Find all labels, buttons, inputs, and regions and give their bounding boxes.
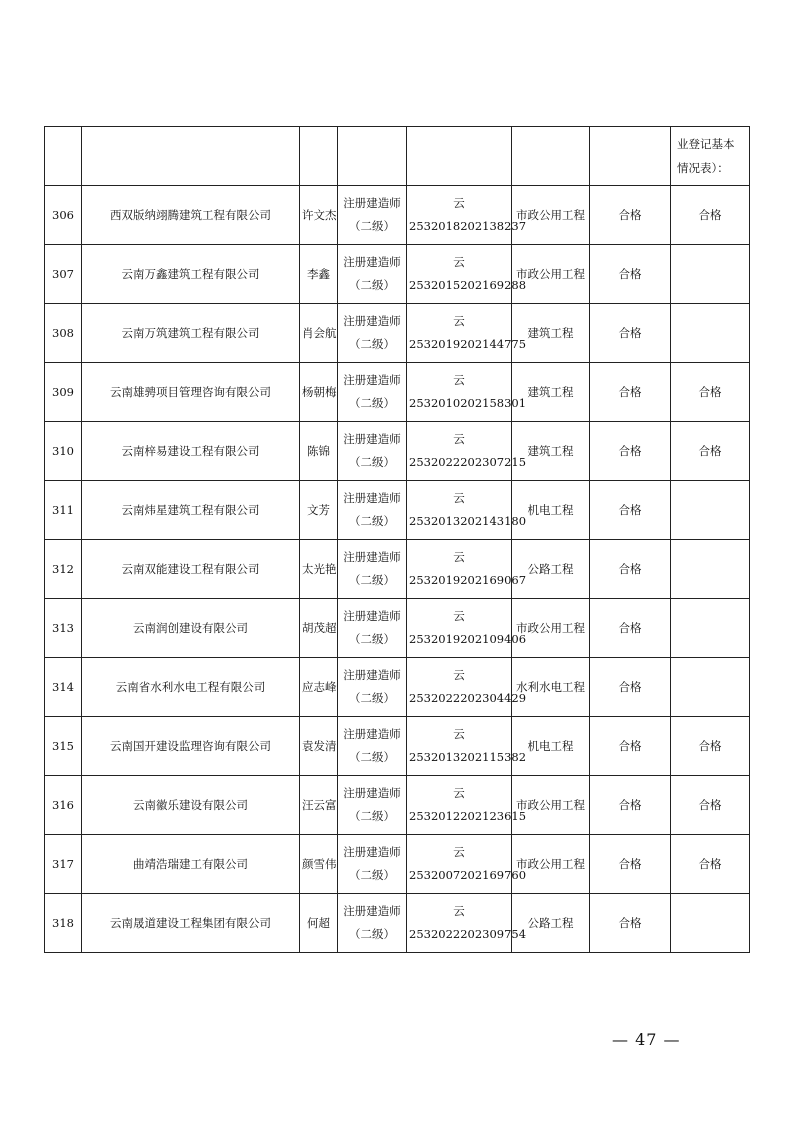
company-cell: 云南徽乐建设有限公司	[82, 776, 300, 835]
registration-number-line-1: 云	[453, 373, 465, 387]
registration-number-line-1: 云	[453, 845, 465, 859]
certificate-type-cell	[338, 186, 407, 245]
company-cell: 曲靖浩瑞建工有限公司	[82, 835, 300, 894]
second-result-cell: 合格	[671, 363, 750, 422]
second-result-cell: 合格	[671, 717, 750, 776]
specialty-cell: 市政公用工程	[512, 835, 590, 894]
row-number-cell: 314	[45, 658, 82, 717]
row-number-cell: 308	[45, 304, 82, 363]
result-cell: 合格	[590, 363, 671, 422]
certificate-type-line-1: 注册建造师	[343, 845, 401, 859]
second-result-cell: 合格	[671, 186, 750, 245]
registration-number-line-2: 2532013202115382	[409, 750, 527, 764]
certificate-type-cell	[338, 599, 407, 658]
certificate-type-line-2: （二级）	[349, 573, 395, 587]
certificate-type-cell	[338, 422, 407, 481]
second-result-cell	[671, 245, 750, 304]
certificate-type-cell	[338, 717, 407, 776]
row-number-cell: 316	[45, 776, 82, 835]
registration-number-cell	[407, 245, 527, 304]
certificate-type-line-1: 注册建造师	[343, 904, 401, 918]
row-number-cell: 306	[45, 186, 82, 245]
registration-number-line-1: 云	[453, 491, 465, 505]
certificate-type-line-1: 注册建造师	[343, 727, 401, 741]
certificate-type-cell	[338, 540, 407, 599]
row-number-cell: 313	[45, 599, 82, 658]
certificate-type-cell	[338, 658, 407, 717]
result-cell: 合格	[590, 599, 671, 658]
result-cell: 合格	[590, 422, 671, 481]
registration-number-line-1: 云	[453, 432, 465, 446]
certificate-type-line-2: （二级）	[349, 691, 395, 705]
result-cell: 合格	[590, 658, 671, 717]
row-number-cell: 318	[45, 894, 82, 953]
registration-number-line-2: 2532019202144775	[409, 337, 527, 351]
registration-number-cell	[407, 540, 527, 599]
registration-number-line-2: 2532007202169760	[409, 868, 527, 882]
header-cell-note	[671, 127, 750, 186]
certificate-type-line-2: （二级）	[349, 278, 395, 292]
table-row	[45, 894, 750, 953]
company-cell: 云南润创建设有限公司	[82, 599, 300, 658]
registration-number-line-1: 云	[453, 314, 465, 328]
table-row	[45, 835, 750, 894]
specialty-cell: 机电工程	[512, 481, 590, 540]
specialty-cell: 市政公用工程	[512, 186, 590, 245]
table-row	[45, 599, 750, 658]
registration-number-line-2: 2532019202109406	[409, 632, 527, 646]
registration-number-line-2: 2532015202169288	[409, 278, 527, 292]
certificate-type-line-2: （二级）	[349, 396, 395, 410]
specialty-cell: 公路工程	[512, 540, 590, 599]
row-number-cell: 312	[45, 540, 82, 599]
person-name-cell: 陈锦	[300, 422, 338, 481]
specialty-cell: 市政公用工程	[512, 776, 590, 835]
certificate-type-cell	[338, 481, 407, 540]
page-number: — 47 —	[612, 1030, 681, 1049]
specialty-cell: 公路工程	[512, 894, 590, 953]
registration-number-line-1: 云	[453, 550, 465, 564]
specialty-cell: 建筑工程	[512, 422, 590, 481]
row-number-cell: 317	[45, 835, 82, 894]
table-row	[45, 186, 750, 245]
certificate-type-line-1: 注册建造师	[343, 786, 401, 800]
company-cell: 云南万筑建筑工程有限公司	[82, 304, 300, 363]
registration-number-cell	[407, 894, 527, 953]
registration-number-line-1: 云	[453, 668, 465, 682]
second-result-cell	[671, 894, 750, 953]
registration-number-cell	[407, 481, 527, 540]
person-name-cell: 太光艳	[300, 540, 338, 599]
specialty-cell: 建筑工程	[512, 304, 590, 363]
certificate-type-cell	[338, 363, 407, 422]
row-number-cell: 309	[45, 363, 82, 422]
header-cell	[407, 127, 512, 186]
registration-table	[44, 126, 750, 953]
certificate-type-line-1: 注册建造师	[343, 373, 401, 387]
certificate-type-cell	[338, 894, 407, 953]
person-name-cell: 胡茂超	[300, 599, 338, 658]
header-cell	[82, 127, 300, 186]
person-name-cell: 杨朝梅	[300, 363, 338, 422]
registration-number-line-2: 2532022202309754	[409, 927, 527, 941]
table-row	[45, 245, 750, 304]
certificate-type-line-1: 注册建造师	[343, 432, 401, 446]
registration-number-cell	[407, 304, 527, 363]
second-result-cell: 合格	[671, 422, 750, 481]
registration-number-line-2: 2532022202304429	[409, 691, 527, 705]
second-result-cell	[671, 304, 750, 363]
certificate-type-cell	[338, 304, 407, 363]
certificate-type-line-1: 注册建造师	[343, 196, 401, 210]
row-number-cell: 315	[45, 717, 82, 776]
second-result-cell	[671, 599, 750, 658]
person-name-cell: 应志峰	[300, 658, 338, 717]
company-cell: 云南梓易建设工程有限公司	[82, 422, 300, 481]
person-name-cell: 何超	[300, 894, 338, 953]
table-body	[45, 127, 750, 953]
header-cell	[512, 127, 590, 186]
header-note-text: 业登记基本情况表）：	[677, 137, 735, 175]
registration-number-line-2: 2532018202138237	[409, 219, 527, 233]
certificate-type-line-2: （二级）	[349, 927, 395, 941]
registration-number-cell	[407, 599, 527, 658]
certificate-type-line-2: （二级）	[349, 632, 395, 646]
registration-table-page	[44, 126, 749, 953]
result-cell: 合格	[590, 186, 671, 245]
registration-number-cell	[407, 776, 527, 835]
second-result-cell: 合格	[671, 776, 750, 835]
person-name-cell: 李鑫	[300, 245, 338, 304]
row-number-cell: 311	[45, 481, 82, 540]
company-cell: 西双版纳翊腾建筑工程有限公司	[82, 186, 300, 245]
certificate-type-line-2: （二级）	[349, 514, 395, 528]
certificate-type-line-1: 注册建造师	[343, 609, 401, 623]
registration-number-cell	[407, 422, 527, 481]
company-cell: 云南万鑫建筑工程有限公司	[82, 245, 300, 304]
company-cell: 云南国开建设监理咨询有限公司	[82, 717, 300, 776]
table-row	[45, 717, 750, 776]
registration-number-line-1: 云	[453, 786, 465, 800]
certificate-type-line-1: 注册建造师	[343, 255, 401, 269]
registration-number-line-2: 2532022202307215	[409, 455, 527, 469]
company-cell: 云南雄骋项目管理咨询有限公司	[82, 363, 300, 422]
table-row	[45, 304, 750, 363]
header-cell	[300, 127, 338, 186]
specialty-cell: 建筑工程	[512, 363, 590, 422]
specialty-cell: 市政公用工程	[512, 599, 590, 658]
certificate-type-line-2: （二级）	[349, 809, 395, 823]
company-cell: 云南双能建设工程有限公司	[82, 540, 300, 599]
header-row-continuation	[45, 127, 750, 186]
registration-number-line-2: 2532013202143180	[409, 514, 527, 528]
result-cell: 合格	[590, 776, 671, 835]
person-name-cell: 颜雪伟	[300, 835, 338, 894]
registration-number-cell	[407, 717, 527, 776]
certificate-type-line-2: （二级）	[349, 455, 395, 469]
registration-number-line-2: 2532019202169067	[409, 573, 527, 587]
table-row	[45, 776, 750, 835]
table-row	[45, 363, 750, 422]
second-result-cell	[671, 658, 750, 717]
row-number-cell: 310	[45, 422, 82, 481]
row-number-cell: 307	[45, 245, 82, 304]
registration-number-cell	[407, 363, 527, 422]
header-cell	[338, 127, 407, 186]
registration-number-line-1: 云	[453, 255, 465, 269]
result-cell: 合格	[590, 304, 671, 363]
certificate-type-line-1: 注册建造师	[343, 314, 401, 328]
table-row	[45, 540, 750, 599]
certificate-type-line-1: 注册建造师	[343, 668, 401, 682]
registration-number-cell	[407, 835, 527, 894]
certificate-type-line-1: 注册建造师	[343, 550, 401, 564]
registration-number-line-1: 云	[453, 727, 465, 741]
second-result-cell: 合格	[671, 835, 750, 894]
registration-number-line-2: 2532010202158301	[409, 396, 527, 410]
result-cell: 合格	[590, 540, 671, 599]
table-row	[45, 422, 750, 481]
specialty-cell: 市政公用工程	[512, 245, 590, 304]
registration-number-line-1: 云	[453, 904, 465, 918]
specialty-cell: 机电工程	[512, 717, 590, 776]
person-name-cell: 文芳	[300, 481, 338, 540]
person-name-cell: 许文杰	[300, 186, 338, 245]
registration-number-line-1: 云	[453, 609, 465, 623]
header-cell	[590, 127, 671, 186]
certificate-type-line-2: （二级）	[349, 868, 395, 882]
certificate-type-line-1: 注册建造师	[343, 491, 401, 505]
second-result-cell	[671, 540, 750, 599]
company-cell: 云南晟道建设工程集团有限公司	[82, 894, 300, 953]
header-cell	[45, 127, 82, 186]
registration-number-cell	[407, 658, 527, 717]
registration-number-cell	[407, 186, 527, 245]
certificate-type-cell	[338, 776, 407, 835]
certificate-type-line-2: （二级）	[349, 750, 395, 764]
registration-number-line-2: 2532012202123615	[409, 809, 527, 823]
certificate-type-line-2: （二级）	[349, 337, 395, 351]
person-name-cell: 袁发清	[300, 717, 338, 776]
certificate-type-cell	[338, 245, 407, 304]
result-cell: 合格	[590, 481, 671, 540]
certificate-type-cell	[338, 835, 407, 894]
table-row	[45, 658, 750, 717]
certificate-type-line-2: （二级）	[349, 219, 395, 233]
specialty-cell: 水利水电工程	[512, 658, 590, 717]
company-cell: 云南炜星建筑工程有限公司	[82, 481, 300, 540]
table-row	[45, 481, 750, 540]
result-cell: 合格	[590, 717, 671, 776]
person-name-cell: 肖会航	[300, 304, 338, 363]
registration-number-line-1: 云	[453, 196, 465, 210]
company-cell: 云南省水利水电工程有限公司	[82, 658, 300, 717]
result-cell: 合格	[590, 835, 671, 894]
person-name-cell: 汪云富	[300, 776, 338, 835]
result-cell: 合格	[590, 245, 671, 304]
result-cell: 合格	[590, 894, 671, 953]
second-result-cell	[671, 481, 750, 540]
